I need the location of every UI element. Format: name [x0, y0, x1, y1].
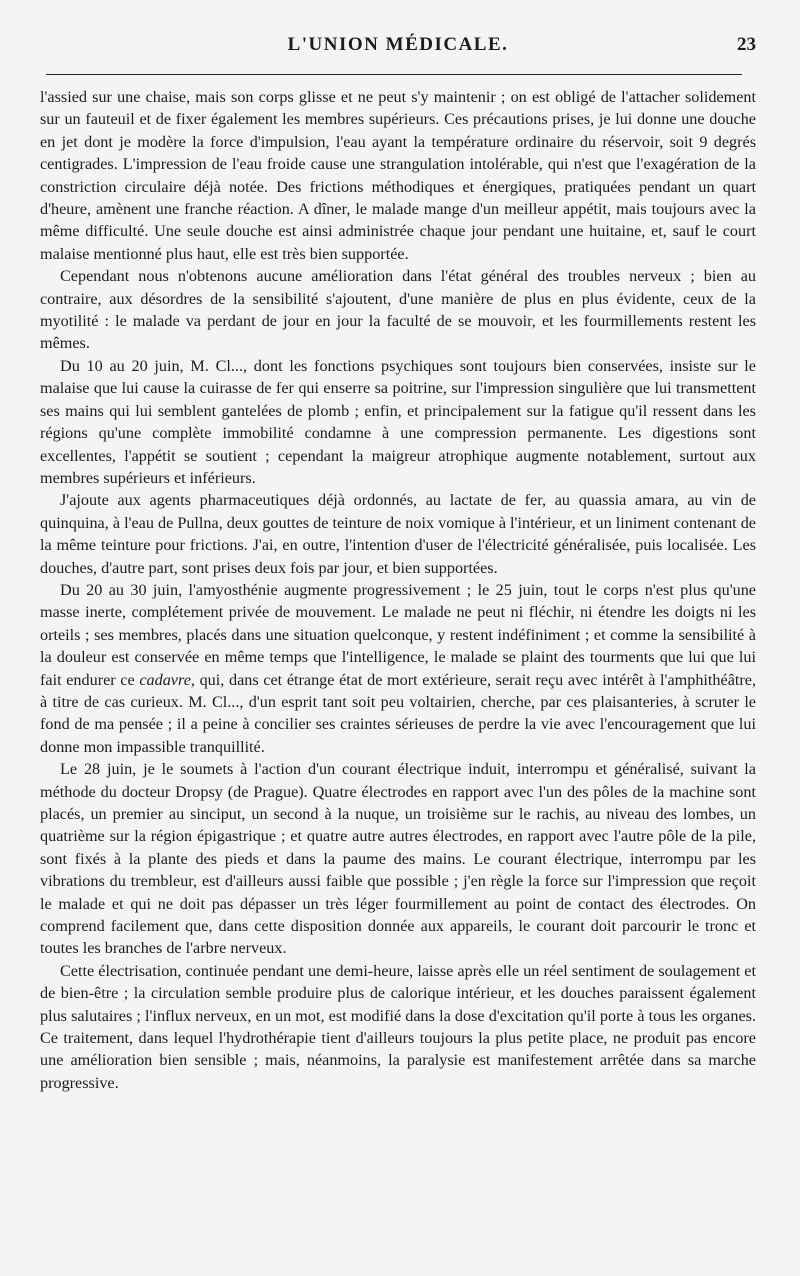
- document-page: [40, 30, 756, 1250]
- page-number: 23: [737, 34, 756, 55]
- paragraph-3: Du 10 au 20 juin, M. Cl..., dont les fonctions psychiques sont toujours bien conservées, insiste sur le malaise que lui cause la cuirasse de fer qui enserre sa poitrine, sur l'impression singulière que lui transmettent ses mains qui lui semblent gantelées de plomb ; enfin, et principalement sur la fatigue qu'il ressent dans les régions qu'une complète immobilité condamne à une compression permanente. Les digestions sont excellentes, l'appétit se soutient ; cependant la maigreur atrophique augmente notablement, surtout aux membres supérieurs et inférieurs.: [40, 356, 756, 487]
- paragraph-5-part-2: , qui, dans cet étrange état de mort extérieure, serait reçu avec intérêt à l'amphithéâtre, à titre de cas curieux. M. Cl..., d'un esprit tant soit peu voltairien, cherche, par ces plaisanteries, à scruter le fond de ma pensée ; il a peine à concilier ses craintes sérieuses de perdre la vie avec l'encouragement que lui donne mon impassible tranquillité.: [40, 670, 756, 756]
- header-rule: [46, 74, 742, 75]
- article-body: [40, 86, 756, 1094]
- paragraph-5: [40, 579, 756, 758]
- journal-title: L'UNION MÉDICALE.: [287, 34, 509, 55]
- paragraph-6: Le 28 juin, je le soumets à l'action d'un courant électrique induit, interrompu et généralisé, suivant la méthode du docteur Dropsy (de Prague). Quatre électrodes en rapport avec l'un des pôles de la machine sont placés, un premier au sinciput, un second à la nuque, un troisième sur le rachis, au niveau des lombes, un quatrième sur la région épigastrique ; et quatre autre autres électrodes, en rapport avec l'autre pôle de la pile, sont fixés à la plante des pieds et dans la paume des mains. Le courant électrique, interrompu par les vibrations du trembleur, est d'ailleurs aussi faible que possible ; j'en règle la force sur l'impression que reçoit le malade et qui ne doit pas dépasser un très léger fourmillement au point de contact des électrodes. On comprend facilement que, dans cette disposition donnée aux appareils, le courant doit parcourir le tronc et toutes les branches de l'arbre nerveux.: [40, 760, 756, 958]
- running-header: [40, 30, 756, 66]
- paragraph-5-part-1: Du 20 au 30 juin, l'amyosthénie augmente progressivement ; le 25 juin, tout le corps n'est plus qu'une masse inerte, complétement privée de mouvement. Le malade ne peut ni fléchir, ni étendre les doigts ni les orteils ; ses membres, placés dans une situation quelconque, y restent indéfiniment ; et comme la sensibilité à la douleur est conservée en même temps que l'intelligence, le malade se plaint des tourments que lui que lui fait endurer ce: [40, 580, 756, 689]
- paragraph-7: Cette électrisation, continuée pendant une demi-heure, laisse après elle un réel sentiment de soulagement et de bien-être ; la circulation semble produire plus de calorique intérieur, et les douches paraissent également plus salutaires ; l'influx nerveux, en un mot, est modifié dans la dose d'excitation qu'il porte à tous les organes. Ce traitement, dans lequel l'hydrothérapie tient d'ailleurs toujours la plus petite place, ne produit pas encore une amélioration bien sensible ; mais, néanmoins, la paralysie est manifestement arrêtée dans sa marche progressive.: [40, 961, 756, 1092]
- paragraph-4: J'ajoute aux agents pharmaceutiques déjà ordonnés, au lactate de fer, au quassia amara, au vin de quinquina, à l'eau de Pullna, deux gouttes de teinture de noix vomique à l'intérieur, et un liniment contenant de la même teinture pour frictions. J'ai, en outre, l'intention d'user de l'électricité généralisée, puis localisée. Les douches, d'autre part, sont prises deux fois par jour, et bien supportées.: [40, 491, 756, 577]
- paragraph-5-italic: cadavre: [139, 670, 191, 689]
- paragraph-1: l'assied sur une chaise, mais son corps glisse et ne peut s'y maintenir ; on est obligé de l'attacher solidement sur un fauteuil et de fixer également les membres supérieurs. Ces précautions prises, je lui donne une douche en jet dont je modère la force d'impulsion, l'eau ayant la température ordinaire du réservoir, soit 9 degrés centigrades. L'impression de l'eau froide cause une strangulation intolérable, qui n'est que l'exagération de la constriction circulaire déjà notée. Des frictions méthodiques et énergiques, pratiquées pendant un quart d'heure, amènent une franche réaction. A dîner, le malade mange d'un meilleur appétit, mais toujours avec la même difficulté. Une seule douche est ainsi administrée chaque jour pendant une huitaine, et, sauf le court malaise mentionné plus haut, elle est très bien supportée.: [40, 88, 756, 263]
- paragraph-2: Cependant nous n'obtenons aucune amélioration dans l'état général des troubles nerveux ; bien au contraire, aux désordres de la sensibilité s'ajoutent, d'une manière de plus en plus évidente, ceux de la myotilité : le malade va perdant de jour en jour la faculté de se mouvoir, et les fourmillements restent les mêmes.: [40, 267, 756, 353]
